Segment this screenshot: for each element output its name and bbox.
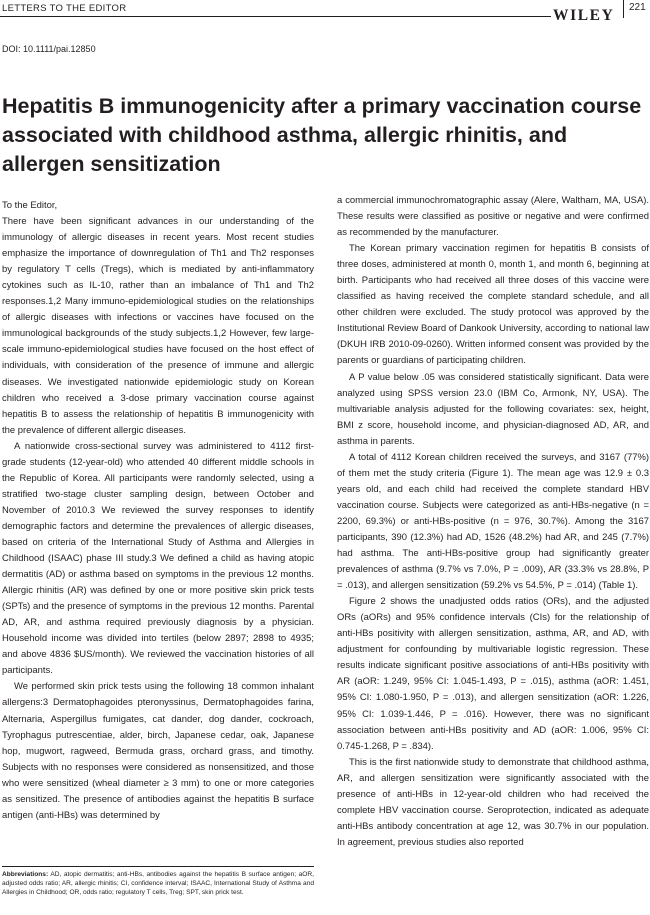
paragraph: This is the first nationwide study to demonstrate that childhood asthma, AR, and allergen sensitization were significantly associated with the presence of anti-HBs in 12-year-old children who had received the complete HBV vaccination course. Seroprotection, indicated as adequate anti-HBs antibody concentration at age 12, was 30.7% in our population. In agreement, previous studies also reported (337, 756, 649, 848)
paragraph: A total of 4112 Korean children received the surveys, and 3167 (77%) of them met the study criteria (Figure 1). The mean age was 12.9 ± 0.3 years old, and each child had received the complete standard HBV vaccination course. Subjects were categorized as anti-HBs-negative (n = 2200, 69.3%) or anti-HBs-positive (n = 976, 30.7%). Among the 3167 participants, 390 (12.3%) had AD, 1526 (48.2%) had AR, and 245 (7.7%) had asthma. The anti-HBs-positive group had significantly greater prevalences of asthma (9.7% vs 7.0%, P = .009), AR (33.3% vs 28.8%, P = .013), and allergen sensitization (59.2% vs 54.5%, P = .014) (Table 1). (337, 451, 649, 592)
footnote-rule (2, 866, 314, 867)
doi[interactable]: DOI: 10.1111/pai.12850 (2, 44, 96, 54)
paragraph: The Korean primary vaccination regimen for hepatitis B consists of three doses, administered at month 0, month 1, and month 6, beginning at birth. Participants who had received all three doses of this vaccine were classified as having received the complete standard schedule, and all other children were excluded. The study protocol was approved by the Institutional Review Board of Dankook University, according to national law (DKUH IRB 2010-09-0260). Written informed consent was provided by the parents or guardians of participating children. (337, 243, 649, 367)
paragraph: We performed skin prick tests using the following 18 common inhalant allergens:3 Dermatophagoides pteronyssinus, Dermatophagoides farina, Alternaria, Aspergillus fumigates, cat dander, dog dander, cockroach, Tyrophagus putrescentiae, alder, birch, Japanese cedar, oak, Japanese hop, mugwort, ragweed, Bermuda grass, orchard grass, and timothy. Subjects with no responses were considered as nonsensitized, and those who were sensitized (wheal diameter ≥ 3 mm) to one or more categories as sensitized. The presence of antibodies against the hepatitis B surface antigen (anti-HBs) was determined by (2, 681, 314, 821)
header-rule (0, 16, 551, 17)
paragraph: There have been significant advances in our understanding of the immunology of allergic diseases in recent years. Most recent studies emphasize the importance of downregulation of Th1 and Th2 responses by regulatory T cells (Tregs), which is mediated by anti-inflammatory cytokines such as IL-10, rather than an imbalance of Th1 and Th2 responses.1,2 Many immuno-epidemiological studies on the relationships of allergic diseases with infections or vaccines have focused on the immunological backgrounds of the study subjects.1,2 However, few large-scale immuno-epidemiological studies have focused on the host effect of individuals, with consideration of the presence of immune and allergic diseases. We investigated nationwide epidemiologic study on Korean children who received a 3-dose primary vaccination course against hepatitis B to assess the relationship of hepatitis B immunogenicity with the prevalence of different allergic diseases. (2, 216, 314, 436)
right-column (337, 193, 649, 851)
abbreviations-text: AD, atopic dermatitis; anti-HBs, antibodies against the hepatitis B surface antigen; aOR, adjusted odds ratio; AR, allergic rhinitis; CI, confidence interval; ISAAC, International Study of Asthma and Allergies in Childhood; OR, odds ratio; regulatory T cells, Treg; SPT, skin prick test. (2, 871, 314, 896)
left-column (2, 198, 314, 824)
salutation: To the Editor, (2, 200, 58, 211)
publisher-logo: WILEY (553, 7, 615, 24)
article-title: Hepatitis B immunogenicity after a primary vaccination course associated with childhood asthma, allergic rhinitis, and allergen sensitization (2, 94, 642, 176)
paragraph: A P value below .05 was considered statistically significant. Data were analyzed using SPSS version 23.0 (IBM Co, Armonk, NY, USA). The multivariable analysis adjusted for the following covariates: sex, height, BMI z score, household income, and physician-diagnosed AD, AR, and asthma in parents. (337, 371, 649, 447)
paragraph: a commercial immunochromatographic assay (Alere, Waltham, MA, USA). These results were classified as positive or negative and were confirmed as recommended by the manufacturer. (337, 195, 649, 239)
paragraph: Figure 2 shows the unadjusted odds ratios (ORs), and the adjusted ORs (aORs) and 95% confidence intervals (CIs) for the relationship of anti-HBs positivity with allergen sensitization, asthma, AR, and AD, with adjustment for confounding by multivariable logistic regression. These results indicate significant positive associations of anti-HBs positivity with AR (aOR: 1.249, 95% CI: 1.045-1.493, P = .015), asthma (aOR: 1.451, 95% CI: 1.080-1.950, P = .013), and allergen sensitization (aOR: 1.226, 95% CI: 1.039-1.446, P = .016). However, there was no significant association between anti-HBs positivity and AD (aOR: 1.006, 95% CI: 0.745-1.268, P = .834). (337, 596, 649, 752)
page-number: 221 (629, 2, 646, 13)
abbreviations-label: Abbreviations: (2, 871, 49, 878)
page-number-divider (623, 0, 624, 18)
section-label: LETTERS TO THE EDITOR (2, 3, 127, 14)
paragraph: A nationwide cross-sectional survey was administered to 4112 first-grade students (12-year-old) who attended 40 different middle schools in the Republic of Korea. All participants were randomly selected, using a stratified two-stage cluster sampling design, between October and November of 2010.3 We reviewed the survey responses to identify demographic factors and determine the prevalences of allergic diseases, based on criteria of the International Study of Asthma and Allergies in Childhood (ISAAC) phase III study.3 We defined a child as having atopic dermatitis (AD) or asthma based on symptoms in the previous 12 months. Allergic rhinitis (AR) was defined by one or more positive skin prick tests (SPTs) and the presence of symptoms in the previous 12 months. Parental AD, AR, and asthma required previously diagnosis by a physician. Household income was divided into tertiles (below 2897; 2898 to 4935; and above 4836 $US/month). We reviewed the vaccination histories of all participants. (2, 440, 314, 677)
abbreviations-footnote (2, 870, 314, 897)
